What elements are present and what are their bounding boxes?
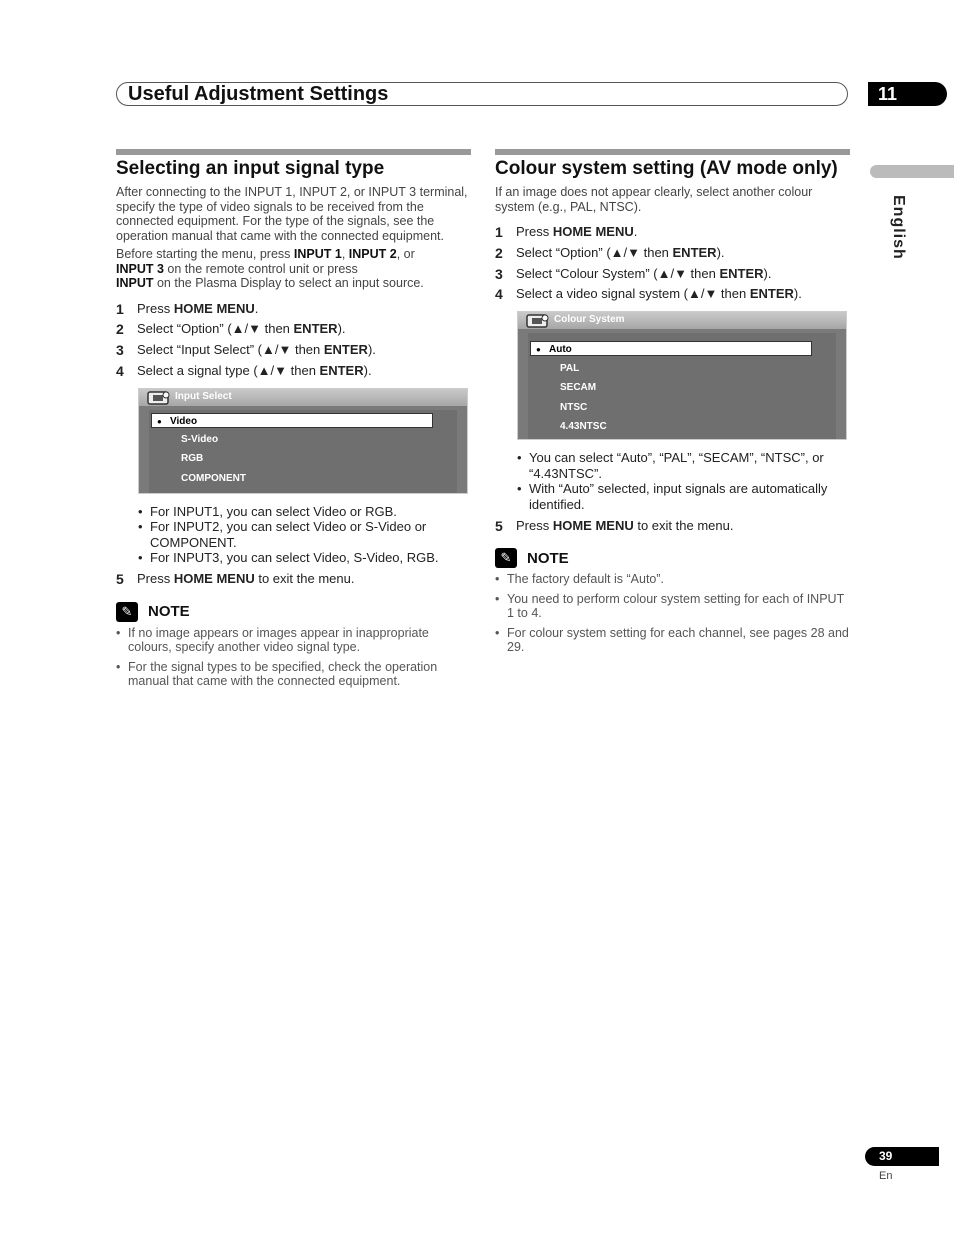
section-divider [495,149,850,155]
step-item: 3 Select “Input Select” (▲/▼ then ENTER). [116,342,376,359]
note-list [116,626,471,689]
menu-item-ntsc[interactable]: NTSC [560,402,588,414]
step-list [116,299,471,382]
step-item: 3 Select “Colour System” (▲/▼ then ENTER). [495,265,772,282]
bullet-item: • With “Auto” selected, input signals are automatically identified. [517,481,850,512]
note-item: • You need to perform colour system setting for each of INPUT 1 to 4. [495,592,850,621]
step-item: 5 Press HOME MENU to exit the menu. [495,517,734,534]
menu-item-secam[interactable]: SECAM [560,382,597,394]
note-list [495,572,850,655]
colour-system-menu [517,311,847,440]
menu-panel [149,410,457,493]
menu-item-4-43ntsc[interactable]: 4.43NTSC [560,421,607,433]
step-item: 5 Press HOME MENU to exit the menu. [116,571,355,588]
note-item: • If no image appears or images appear in inappropriate colours, specify another video signal type. [116,626,471,655]
menu-item-s-video[interactable]: S-Video [181,433,219,445]
bullet-item: • For INPUT3, you can select Video, S-Video, RGB. [138,550,471,566]
menu-item-pal[interactable]: PAL [560,363,580,375]
bullet-list [517,450,850,512]
menu-item-rgb[interactable]: RGB [181,452,204,464]
menu-panel [528,333,836,439]
bullet-list [138,504,471,566]
page-section-title: Useful Adjustment Settings [128,83,389,105]
section-title: Colour system setting (AV mode only) [495,158,838,179]
intro-paragraph: After connecting to the INPUT 1, INPUT 2, or INPUT 3 terminal, specify the type of video signals to be received from the connected equipment. For the type of the signals, see the operation manual that came with the connected equipment. [116,185,468,243]
step-item: 2 Select “Option” (▲/▼ then ENTER). [116,321,346,338]
section-divider [116,149,471,155]
intro-paragraph: If an image does not appear clearly, select another colour system (e.g., PAL, NTSC). [495,185,813,214]
note-label: NOTE [148,603,190,621]
section-colour-system [495,149,850,660]
menu-item-auto[interactable]: ● Auto [530,341,812,356]
page-language: En [879,1170,893,1182]
note-label: NOTE [527,549,569,567]
before-start-paragraph: Before starting the menu, press INPUT 1, INPUT 2, or INPUT 3 on the remote control unit or press INPUT on the Plasma Display to select an input source. [116,247,424,290]
tv-menu-icon [524,310,552,330]
step-item: 4 Select a video signal system (▲/▼ then ENTER). [495,286,802,303]
bullet-item: • For INPUT1, you can select Video or RGB. [138,504,471,520]
input-select-menu [138,388,468,494]
bullet-item: • You can select “Auto”, “PAL”, “SECAM”, “NTSC”, or “4.43NTSC”. [517,450,850,481]
language-tab [870,165,954,178]
step-list [116,569,471,590]
menu-title: Colour System [554,314,625,326]
section-title: Selecting an input signal type [116,158,385,179]
step-item: 1 Press HOME MENU. [116,300,259,317]
chapter-number: 11 [868,82,947,106]
tv-menu-icon [145,387,173,407]
language-label: English [890,195,907,260]
step-item: 4 Select a signal type (▲/▼ then ENTER). [116,362,372,379]
step-list [495,516,850,537]
pencil-icon: ✎ [495,548,517,568]
page-number: 39 [865,1147,939,1166]
note-item: • The factory default is “Auto”. [495,572,850,587]
menu-header [139,389,467,406]
menu-item-video[interactable]: ● Video [151,413,433,428]
bullet-item: • For INPUT2, you can select Video or S-Video or COMPONENT. [138,519,471,550]
section-input-signal [116,149,471,694]
menu-header [518,312,846,329]
pencil-icon: ✎ [116,602,138,622]
note-heading [495,548,850,568]
note-heading [116,602,471,622]
step-list [495,222,850,305]
step-item: 1 Press HOME MENU. [495,224,638,240]
note-item: • For the signal types to be specified, check the operation manual that came with the connected equipment. [116,660,471,689]
step-item: 2 Select “Option” (▲/▼ then ENTER). [495,244,725,261]
note-item: • For colour system setting for each channel, see pages 28 and 29. [495,626,850,655]
menu-item-component[interactable]: COMPONENT [181,472,246,484]
menu-title: Input Select [175,390,232,402]
